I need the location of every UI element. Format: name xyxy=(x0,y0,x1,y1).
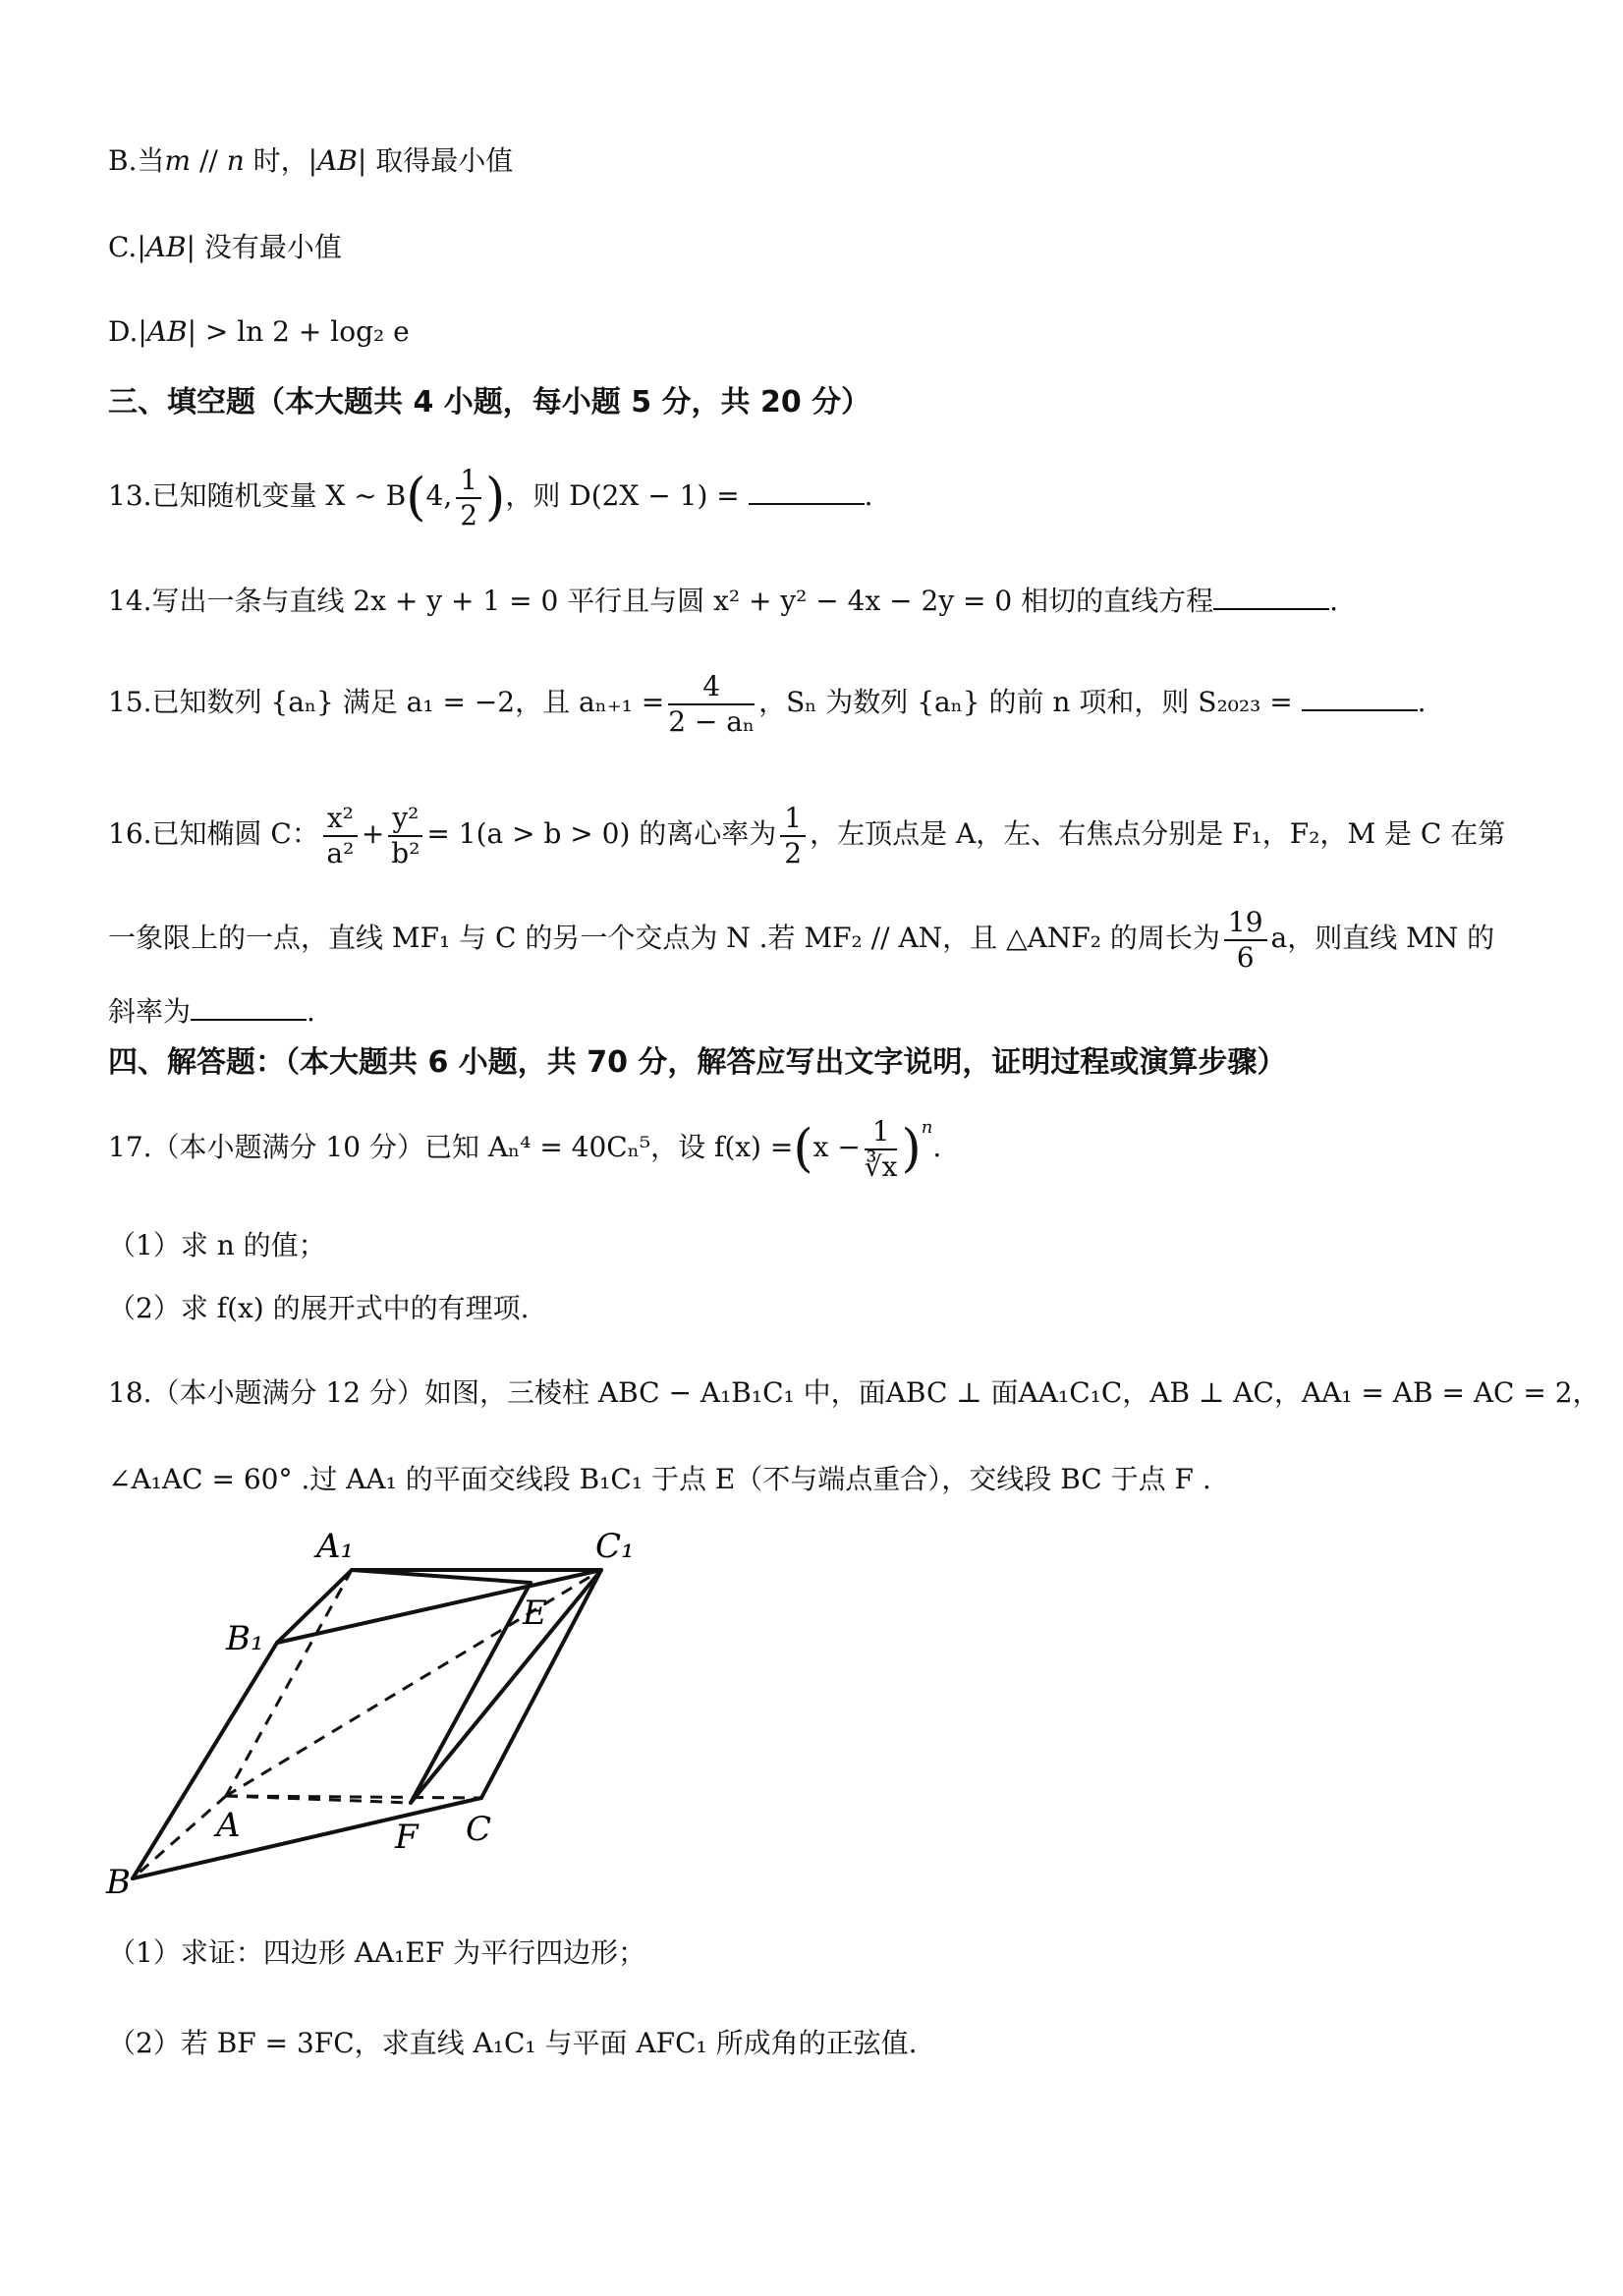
fraction-1-2: $\frac{1}{2}$ xyxy=(456,464,481,532)
label-e: E xyxy=(523,1594,547,1633)
question-15: 15.已知数列 {aₙ} 满足 a₁ = −2，且 aₙ₊₁ = $\frac{4}{\text{2 − aₙ}}$ ，Sₙ 为数列 {aₙ} 的前 n 项和，则 S₂₀₂₃ = . xyxy=(108,669,1427,738)
question-17: 17.（本小题满分 10 分）已知 Aₙ⁴ = 40Cₙ⁵，设 f(x) =(x − $\frac{1}{∛x}$ )$^n$. xyxy=(108,1114,942,1183)
question-18-part-2: （2）若 BF = 3FC，求直线 A₁C₁ 与平面 AFC₁ 所成角的正弦值. xyxy=(108,2027,918,2059)
edge-b1-b xyxy=(133,1643,277,1878)
question-16-line-1: 16.已知椭圆 C： $\frac{\text{x²}}{\text{a²}}$ + $\frac{\text{y²}}{\text{b²}}$ = 1(a > b > 0) 的离心率为 $\frac{1}{2}$ ，左顶点是 A，左、右焦点分别是 F₁，F₂，M 是 C 在第 xyxy=(108,801,1506,869)
option-c: C.|AB| 没有最小值 xyxy=(108,231,342,263)
label-b: B xyxy=(106,1863,131,1901)
fraction-4-over: $\frac{4}{\text{2 − aₙ}}$ xyxy=(668,669,756,738)
edge-b-c xyxy=(133,1798,481,1878)
question-14: 14.写出一条与直线 2x + y + 1 = 0 平行且与圆 x² + y² − 4x − 2y = 0 相切的直线方程 . xyxy=(108,585,1339,617)
answer-blank-15[interactable] xyxy=(1302,684,1418,711)
question-16-line-2: 一象限上的一点，直线 MF₁ 与 C 的另一个交点为 N .若 MF₂ // AN，且 △ANF₂ 的周长为 $\frac{19}{6}$ a，则直线 MN 的 xyxy=(108,905,1495,974)
section-3-heading: 三、填空题（本大题共 4 小题，每小题 5 分，共 20 分） xyxy=(108,385,871,420)
label-b1: B₁ xyxy=(226,1619,264,1658)
edge-a1-b1 xyxy=(277,1570,352,1643)
option-d: D.|AB| > ln 2 + log₂ e xyxy=(108,315,410,348)
question-18-line-1: 18.（本小题满分 12 分）如图，三棱柱 ABC − A₁B₁C₁ 中，面ABC ⊥ 面AA₁C₁C，AB ⊥ AC，AA₁ = AB = AC = 2， xyxy=(108,1376,1600,1409)
label-a: A xyxy=(216,1806,241,1845)
question-18-line-2: ∠A₁AC = 60° .过 AA₁ 的平面交线段 B₁C₁ 于点 E（不与端点重合），交线段 BC 于点 F . xyxy=(108,1463,1211,1495)
question-17-part-1: （1）求 n 的值； xyxy=(108,1229,326,1261)
edge-a-c xyxy=(226,1796,481,1798)
label-a1: A₁ xyxy=(316,1527,355,1566)
label-c: C xyxy=(466,1810,492,1849)
option-b: B.当m // n 时，|AB| 取得最小值 xyxy=(108,144,514,177)
answer-blank-14[interactable] xyxy=(1213,583,1329,610)
edge-e-f xyxy=(411,1583,531,1803)
question-17-part-2: （2）求 f(x) 的展开式中的有理项. xyxy=(108,1292,530,1324)
question-18-part-1: （1）求证：四边形 AA₁EF 为平行四边形； xyxy=(108,1936,646,1969)
triangular-prism-figure xyxy=(98,1518,648,1901)
label-f: F xyxy=(395,1818,419,1857)
section-4-heading: 四、解答题：（本大题共 6 小题，共 70 分，解答应写出文字说明，证明过程或演算步骤） xyxy=(108,1045,1287,1080)
edge-a1-a xyxy=(226,1570,352,1796)
answer-blank-16[interactable] xyxy=(191,993,307,1021)
answer-blank-13[interactable] xyxy=(749,477,865,505)
question-16-line-3: 斜率为 . xyxy=(108,995,315,1028)
label-c1: C₁ xyxy=(595,1527,635,1566)
question-13: 13.已知随机变量 X ~ B(4, $\frac{1}{2}$ )，则 D(2X − 1) = . xyxy=(108,463,873,532)
